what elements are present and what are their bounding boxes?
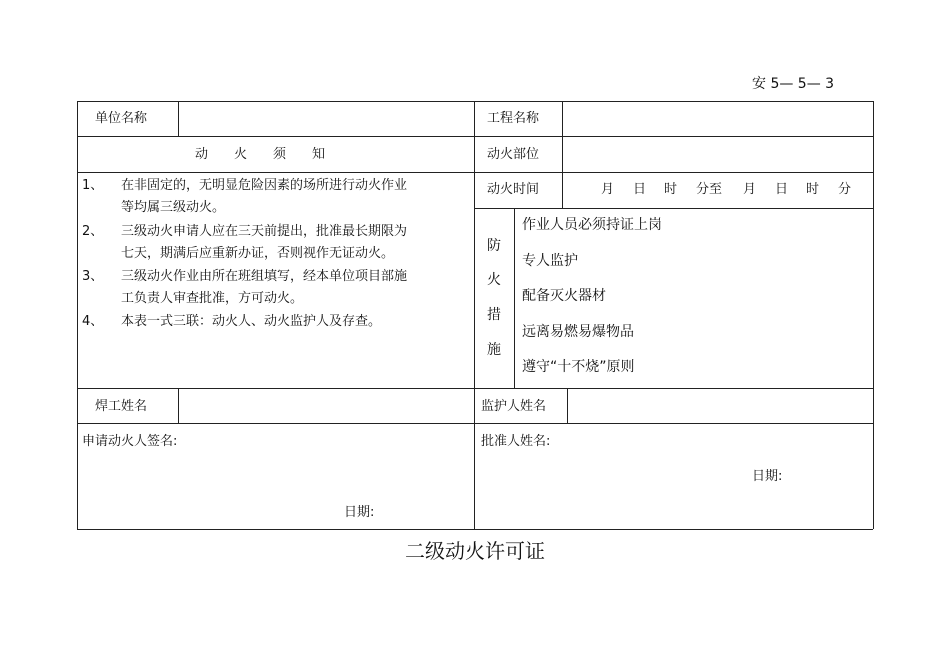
supervisor-name-field[interactable] [569,390,871,422]
measure-item: 远离易燃易爆物品 [522,324,634,340]
notice-number: 3、 [82,269,104,284]
measures-label-char: 防 [487,238,501,254]
unit-name-field[interactable] [180,103,472,135]
applicant-signature-field[interactable] [79,452,472,502]
measures-label-char: 措 [487,307,501,323]
time-day-start: 日 [633,182,647,197]
measure-item: 作业人员必须持证上岗 [522,217,662,233]
notice-number: 4、 [82,314,104,329]
notice-line: 三级动火申请人应在三天前提出，批准最长期限为 [121,224,408,239]
time-month-start: 月 [601,182,615,197]
notice-number: 2、 [82,224,104,239]
fire-location-field[interactable] [564,138,871,171]
notice-line: 七天，期满后应重新办证，否则视作无证动火。 [121,246,395,261]
notice-line: 三级动火作业由所在班组填写，经本单位项目部施 [121,269,408,284]
applicant-signature-label: 申请动火人签名: [82,434,178,449]
approver-name-label: 批准人姓名: [481,434,551,449]
project-name-field[interactable] [564,103,871,135]
measure-item: 专人监护 [522,253,578,269]
time-minute-to: 分至 [696,182,723,197]
unit-name-label: 单位名称 [95,111,148,126]
notice-line: 等均属三级动火。 [121,200,226,215]
notice-line: 在非固定的，无明显危险因素的场所进行动火作业 [121,178,408,193]
time-hour-end: 时 [806,182,820,197]
notice-number: 1、 [82,178,104,193]
document-code: 安 5— 5— 3 [752,76,835,92]
welder-name-field[interactable] [180,390,472,422]
fire-time-label: 动火时间 [487,182,540,197]
time-month-end: 月 [743,182,757,197]
project-name-label: 工程名称 [487,111,540,126]
approver-name-field[interactable] [476,452,871,468]
measures-label-char: 火 [487,272,501,288]
measure-item: 遵守“十不烧”原则 [522,359,635,375]
time-hour-start: 时 [664,182,678,197]
supervisor-name-label: 监护人姓名 [481,399,547,414]
notice-line: 工负责人审查批准，方可动火。 [121,291,304,306]
notice-title: 动 火 须 知 [195,147,326,162]
applicant-date-label: 日期: [344,505,375,520]
time-minute-end: 分 [838,182,852,197]
approver-date-label: 日期: [752,469,783,484]
fire-location-label: 动火部位 [487,147,540,162]
welder-name-label: 焊工姓名 [95,399,148,414]
form-title: 二级动火许可证 [405,539,545,563]
notice-line: 本表一式三联：动火人、动火监护人及存查。 [121,314,382,329]
measure-item: 配备灭火器材 [522,288,606,304]
measures-label-char: 施 [487,342,501,358]
time-day-end: 日 [775,182,789,197]
